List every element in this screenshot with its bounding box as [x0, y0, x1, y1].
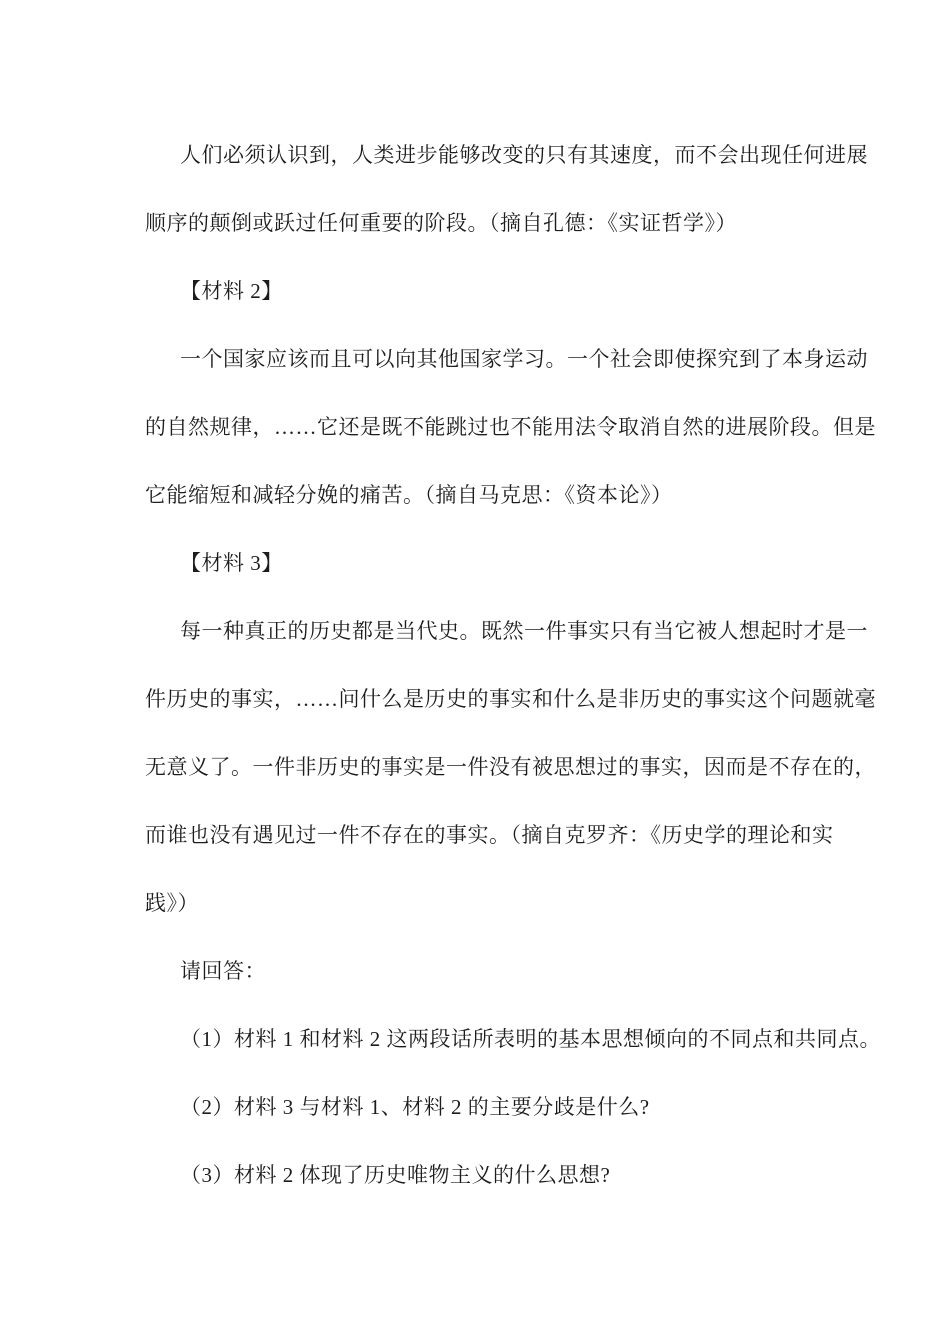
- text-line: 请回答：: [180, 959, 266, 983]
- text-line: 而谁也没有遇见过一件不存在的事实。（摘自克罗齐：《历史学的理论和实: [145, 823, 834, 847]
- text-line: 件历史的事实，……问什么是历史的事实和什么是非历史的事实这个问题就毫: [145, 687, 876, 711]
- text-line: 每一种真正的历史都是当代史。既然一件事实只有当它被人想起时才是一: [180, 619, 868, 643]
- text-line: 无意义了。一件非历史的事实是一件没有被思想过的事实，因而是不存在的，: [145, 755, 876, 779]
- text-line: 践》）: [145, 891, 199, 915]
- text-line: 人们必须认识到，人类进步能够改变的只有其速度，而不会出现任何进展: [180, 143, 868, 167]
- text-line: 【材料 3】: [180, 551, 283, 575]
- text-line: 它能缩短和减轻分娩的痛苦。（摘自马克思：《资本论》）: [145, 483, 673, 507]
- document-text-block: [145, 121, 881, 1209]
- text-line: 顺序的颠倒或跃过任何重要的阶段。（摘自孔德：《实证哲学》）: [145, 211, 737, 235]
- text-line: （3）材料 2 体现了历史唯物主义的什么思想?: [180, 1163, 611, 1187]
- text-line: 【材料 2】: [180, 279, 283, 303]
- text-line: （2）材料 3 与材料 1、材料 2 的主要分歧是什么?: [180, 1095, 650, 1119]
- text-line: （1）材料 1 和材料 2 这两段话所表明的基本思想倾向的不同点和共同点。: [180, 1027, 881, 1051]
- text-line: 一个国家应该而且可以向其他国家学习。一个社会即使探究到了本身运动: [180, 347, 868, 371]
- text-line: 的自然规律，……它还是既不能跳过也不能用法令取消自然的进展阶段。但是: [145, 415, 876, 439]
